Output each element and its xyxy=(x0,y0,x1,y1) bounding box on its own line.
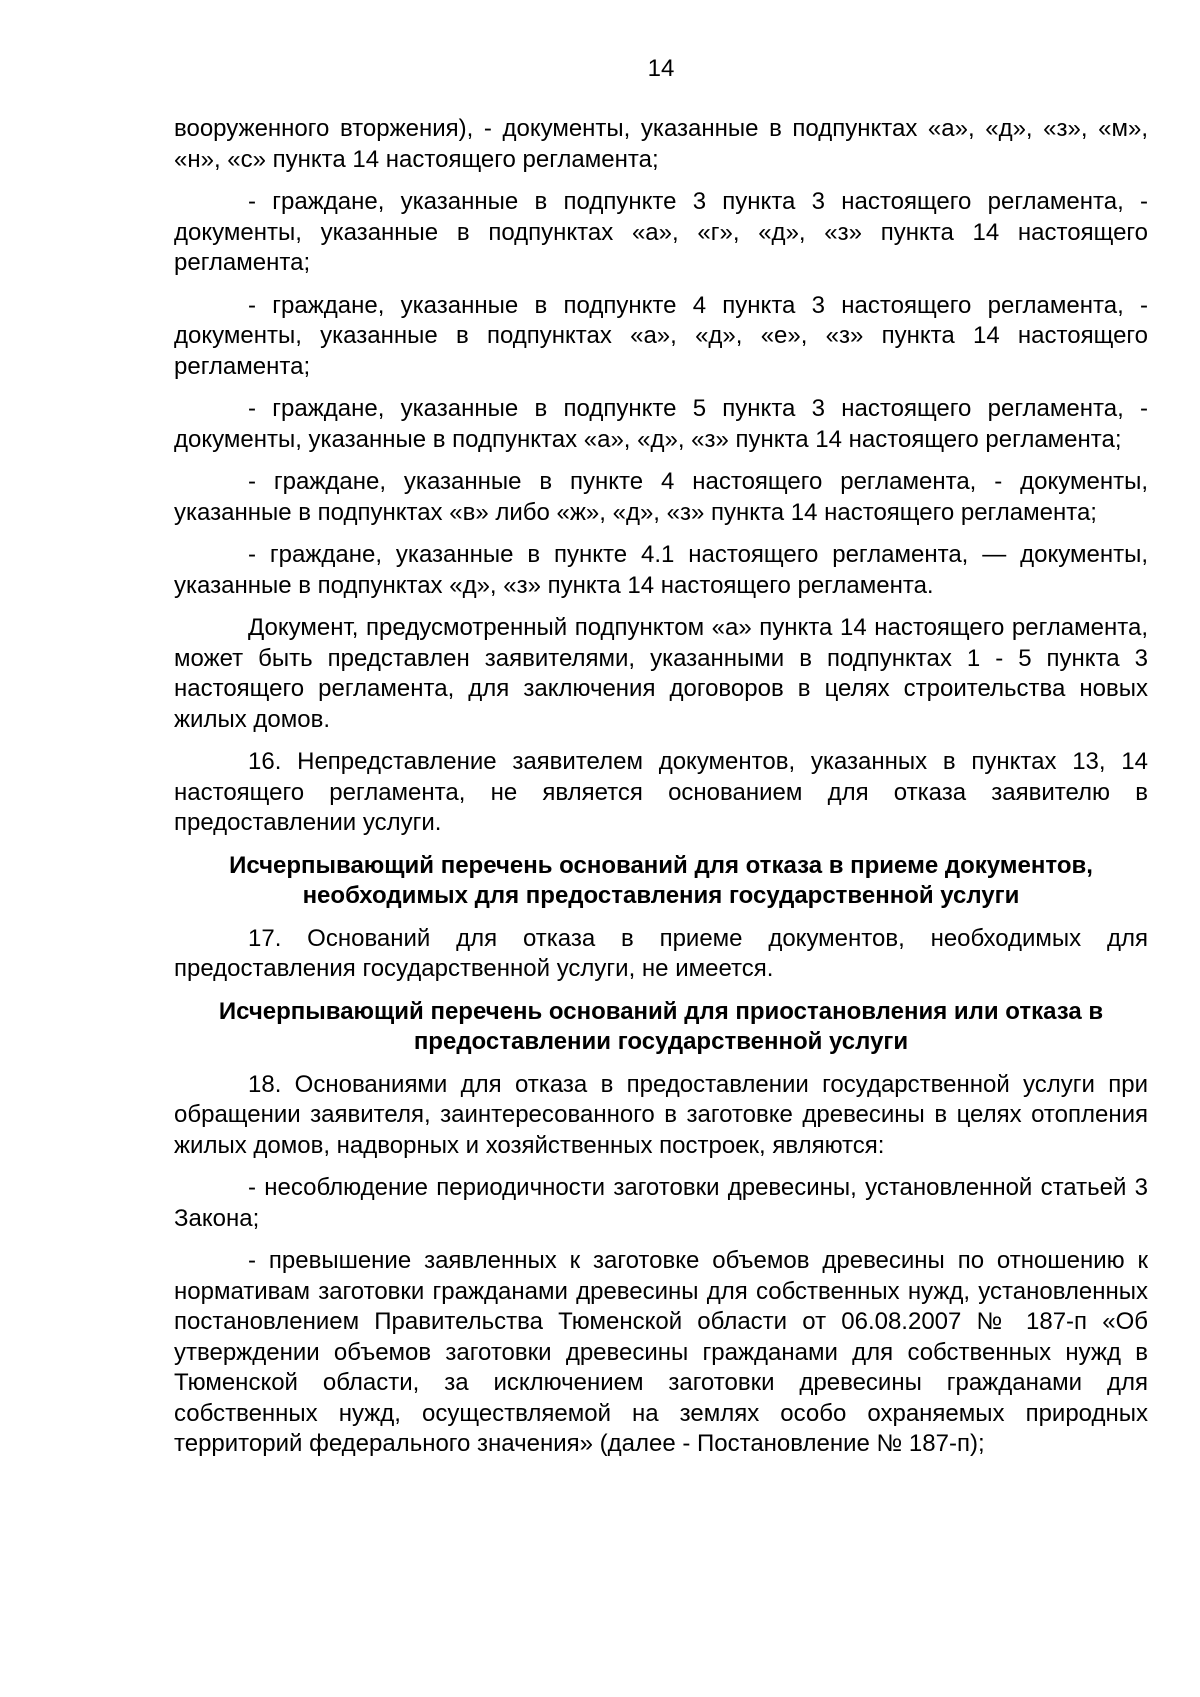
paragraph-16: 16. Непредставление заявителем документов, указанных в пунктах 13, 14 настоящего регламента, не является основанием для отказа заявителю в предоставлении услуги. xyxy=(174,748,1148,836)
paragraph-17: 17. Оснований для отказа в приеме документов, необходимых для предоставления государственной услуги, не имеется. xyxy=(174,924,1148,982)
paragraph-item-subpoint-5: - граждане, указанные в подпункте 5 пункта 3 настоящего регламента, - документы, указанные в подпунктах «а», «д», «з» пункта 14 настоящего регламента; xyxy=(174,395,1148,453)
paragraph-item-point-4: - граждане, указанные в пункте 4 настоящего регламента, - документы, указанные в подпунктах «в» либо «ж», «д», «з» пункта 14 настоящего регламента; xyxy=(174,468,1148,526)
paragraph-continuation: вооруженного вторжения), - документы, указанные в подпунктах «а», «д», «з», «м», «н», «с» пункта 14 настоящего регламента; xyxy=(174,115,1148,173)
section-heading-suspension-refusal: Исчерпывающий перечень оснований для приостановления или отказа в предоставлении государственной услуги xyxy=(218,997,1104,1055)
paragraph-document-note: Документ, предусмотренный подпунктом «а» пункта 14 настоящего регламента, может быть представлен заявителями, указанными в подпунктах 1 - 5 пункта 3 настоящего регламента, для заключения договоров в целях строительства новых жилых домов. xyxy=(174,614,1148,733)
document-page xyxy=(174,54,1148,1472)
paragraph-item-volume-excess: - превышение заявленных к заготовке объемов древесины по отношению к нормативам заготовки гражданами древесины для собственных нужд, установленных постановлением Правительства Тюменской области от 06.08.2007 № 187-п «Об утверждении объемов заготовки древесины гражданами для собственных нужд в Тюменской области, за исключением заготовки древесины гражданами для собственных нужд, осуществляемой на землях особо охраняемых природных территорий федерального значения» (далее - Постановление № 187-п); xyxy=(174,1247,1148,1457)
paragraph-item-subpoint-4: - граждане, указанные в подпункте 4 пункта 3 настоящего регламента, - документы, указанные в подпунктах «а», «д», «е», «з» пункта 14 настоящего регламента; xyxy=(174,291,1148,380)
paragraph-item-periodicity: - несоблюдение периодичности заготовки древесины, установленной статьей 3 Закона; xyxy=(174,1174,1148,1232)
paragraph-item-point-4-1: - граждане, указанные в пункте 4.1 настоящего регламента, — документы, указанные в подпунктах «д», «з» пункта 14 настоящего регламента. xyxy=(174,541,1148,599)
paragraph-18: 18. Основаниями для отказа в предоставлении государственной услуги при обращении заявителя, заинтересованного в заготовке древесины в целях отопления жилых домов, надворных и хозяйственных построек, являются: xyxy=(174,1070,1148,1159)
section-heading-refusal-acceptance: Исчерпывающий перечень оснований для отказа в приеме документов, необходимых для предоставления государственной услуги xyxy=(229,851,1093,909)
paragraph-item-subpoint-3: - граждане, указанные в подпункте 3 пункта 3 настоящего регламента, - документы, указанные в подпунктах «а», «г», «д», «з» пункта 14 настоящего регламента; xyxy=(174,188,1148,276)
page-number: 14 xyxy=(647,55,675,82)
